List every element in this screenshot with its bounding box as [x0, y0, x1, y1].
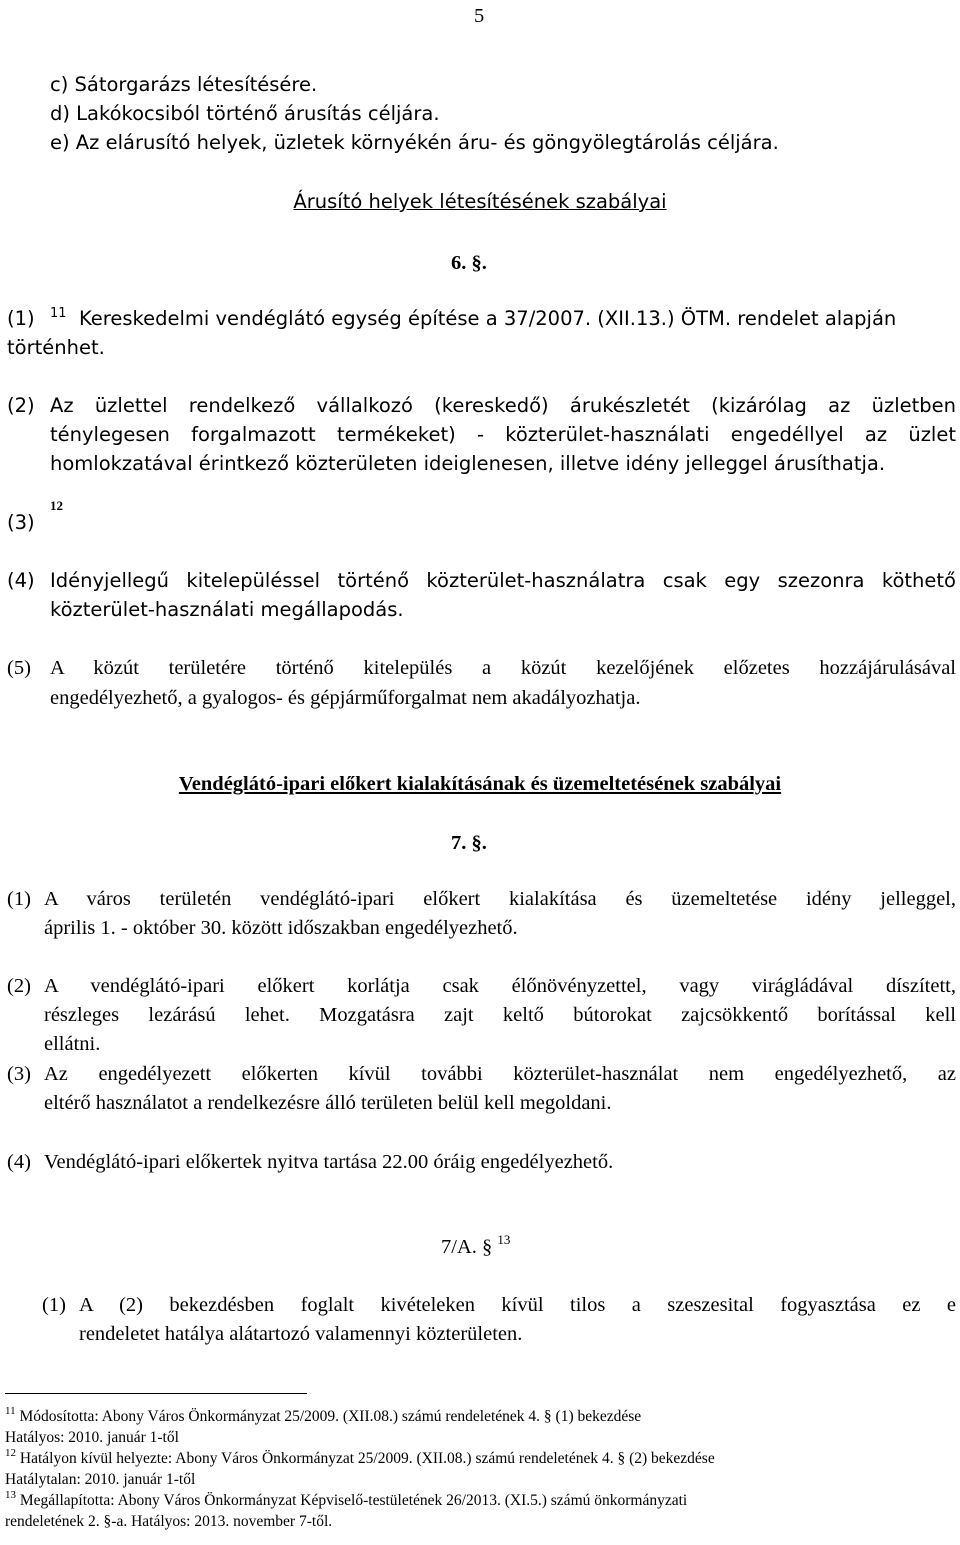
paragraph-label: (1) — [7, 888, 31, 910]
page-number: 5 — [474, 5, 485, 27]
section-7-paragraph-1-line-1: A város területén vendéglátó-ipari előkert kialakítása és üzemeltetése idény jelleggel, — [44, 888, 956, 910]
footnote-line: Hatályos: 2010. január 1-től — [5, 1429, 179, 1446]
footnote: $^{11}$ Módosította: Abony Város Önkormányzat 25/2009. (XII.08.) számú rendeletének 4. § (1) bekezdése — [5, 1404, 642, 1425]
section-6-paragraph-1-line-2: történhet. — [7, 336, 105, 359]
section-7-heading: Vendéglátó-ipari előkert kialakításának és üzemeltetésének szabályai — [178, 773, 782, 795]
section-7-paragraph-3-line-1: Az engedélyezett előkerten kívül további közterület-használat nem engedélyezhető, az — [44, 1063, 956, 1085]
paragraph-label: (3) — [7, 1063, 31, 1085]
paragraph-label: (3) — [7, 511, 35, 534]
paragraph-label: (5) — [7, 657, 31, 679]
paragraph-label: (4) — [7, 569, 35, 592]
paragraph-label: (2) — [7, 975, 31, 997]
section-7-paragraph-1-line-2: április 1. - október 30. között időszakban engedélyezhető. — [44, 917, 518, 939]
section-6-paragraph-2-line-1: Az üzlettel rendelkező vállalkozó (kereskedő) árukészletét (kizárólag az üzletben — [50, 394, 956, 417]
section-6-heading: Árusító helyek létesítésének szabályai — [293, 190, 667, 213]
footnote-line: Hatálytalan: 2010. január 1-től — [5, 1471, 196, 1488]
list-item: e) Az elárusító helyek, üzletek környékén áru- és göngyölegtárolás céljára. — [50, 131, 779, 154]
footnote-ref: 11 — [50, 305, 67, 321]
section-6-paragraph-2-line-2: ténylegesen forgalmazott termékeket) - közterület-használati engedéllyel az üzlet — [50, 423, 956, 446]
footnote-line: rendeletének 2. §-a. Hatályos: 2013. november 7-től. — [5, 1513, 333, 1530]
list-item: d) Lakókocsiból történő árusítás céljára. — [50, 102, 440, 125]
section-7-paragraph-2-line-1: A vendéglátó-ipari előkert korlátja csak élőnövényzettel, vagy virágládával díszített, — [44, 975, 956, 997]
section-6-paragraph-2-line-3: homlokzatával érintkező közterületen ideiglenesen, illetve idény jelleggel árusíthatja. — [50, 452, 886, 475]
footnote-divider — [5, 1393, 307, 1394]
section-6-paragraph-5-line-2: engedélyezhető, a gyalogos- és gépjárműforgalmat nem akadályozhatja. — [50, 687, 641, 709]
section-7a-number: 7/A. § $^{13}$ — [441, 1232, 511, 1258]
section-6-paragraph-5-line-1: A közút területére történő kitelepülés a közút kezelőjének előzetes hozzájárulásával — [50, 657, 956, 679]
list-item: c) Sátorgarázs létesítésére. — [50, 73, 318, 96]
footnote: $^{13}$ Megállapította: Abony Város Önkormányzat Képviselő-testületének 26/2013. (XI.5.) számú önkormányzati — [5, 1488, 688, 1509]
footnote: $^{12}$ Hatályon kívül helyezte: Abony Város Önkormányzat 25/2009. (XII.08.) számú rendeletének 4. § (2) bekezdése — [5, 1446, 715, 1467]
section-7-paragraph-2-line-2: részleges lezárású lehet. Mozgatásra zajt keltő bútorokat zajcsökkentő borítással kell — [44, 1004, 956, 1026]
section-7-paragraph-4-line-1: Vendéglátó-ipari előkertek nyitva tartása 22.00 óráig engedélyezhető. — [44, 1151, 614, 1173]
paragraph-label: (2) — [7, 394, 35, 417]
paragraph-label: (1) — [7, 307, 35, 330]
section-6-paragraph-4-line-2: közterület-használati megállapodás. — [50, 598, 404, 621]
section-7a-paragraph-1-line-1: A (2) bekezdésben foglalt kivételeken kívül tilos a szeszesital fogyasztása ez e — [79, 1294, 956, 1316]
section-7-paragraph-3-line-2: eltérő használatot a rendelkezésre álló területen belül kell megoldani. — [44, 1092, 612, 1114]
footnote-ref: 13 — [497, 1232, 511, 1248]
paragraph-label: (4) — [7, 1151, 31, 1173]
section-7-paragraph-2-line-3: ellátni. — [44, 1033, 101, 1055]
paragraph-label: (1) — [42, 1294, 66, 1316]
section-6-paragraph-1-line-1: $^{11}$ Kereskedelmi vendéglátó egység építése a 37/2007. (XII.13.) ÖTM. rendelet alapján — [50, 305, 897, 330]
section-7-number: 7. §. — [451, 832, 487, 854]
footnote-ref: 12 — [50, 498, 63, 513]
section-6-number: 6. §. — [451, 252, 487, 274]
section-7a-paragraph-1-line-2: rendeletet hatálya alátartozó valamennyi közterületen. — [79, 1323, 523, 1345]
section-6-paragraph-4-line-1: Idényjellegű kitelepüléssel történő közterület-használatra csak egy szezonra köthető — [50, 569, 956, 592]
